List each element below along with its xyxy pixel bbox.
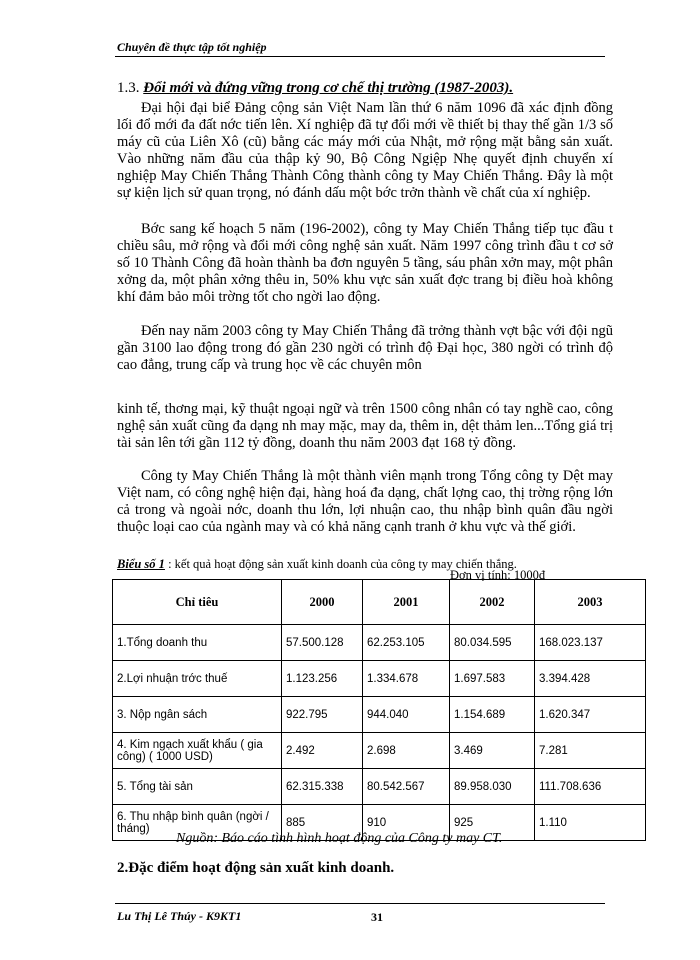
- table-row: [113, 769, 646, 805]
- table-cell: 3.394.428: [535, 661, 646, 697]
- table-row: [113, 661, 646, 697]
- paragraph-5: Công ty May Chiến Thắng là một thành viên mạnh trong Tổng công ty Dệt may Việt nam, có công nghệ hiện đại, hàng hoá đa dạng, chất lợng cao, thị trờng rộng lớn cả trong và ngoài nớc, doanh thu lớn, lợi nhuận cao, thu nhập bình quân đầu ngời thuộc loại cao của ngành may và có khả năng cạnh tranh ở khu vực và thế giới.: [117, 468, 613, 535]
- table-cell: 1.110: [535, 805, 646, 841]
- header-cell: Chỉ tiêu: [113, 580, 282, 625]
- table-cell: 80.542.567: [363, 769, 450, 805]
- footer-divider: [115, 903, 605, 904]
- table-cell: 1.620.347: [535, 697, 646, 733]
- table-cell: 925: [450, 805, 535, 841]
- section-title: Đổi mới và đứng vững trong cơ chế thị trường (1987-2003).: [143, 80, 514, 96]
- table-cell: 1.Tổng doanh thu: [113, 625, 282, 661]
- table-cell: 3. Nộp ngân sách: [113, 697, 282, 733]
- header-divider: [115, 56, 605, 57]
- table-cell: 89.958.030: [450, 769, 535, 805]
- table-cell: 1.123.256: [282, 661, 363, 697]
- table-cell: 885: [282, 805, 363, 841]
- table-cell: 3.469: [450, 733, 535, 769]
- table-cell: 4. Kim ngạch xuất khẩu ( gia công) ( 1000 USD): [113, 733, 282, 769]
- table-source: Nguồn: Báo cáo tình hình hoạt động của Công ty may CT.: [176, 831, 503, 846]
- section-number: 1.3.: [117, 80, 140, 96]
- table-row: [113, 625, 646, 661]
- table-cell: 7.281: [535, 733, 646, 769]
- caption-text: : kết quả hoạt động sản xuất kinh doanh của công ty may chiến thắng.: [168, 557, 517, 571]
- table-cell: 1.154.689: [450, 697, 535, 733]
- table-cell: 1.697.583: [450, 661, 535, 697]
- table-cell: 62.315.338: [282, 769, 363, 805]
- header-cell: 2003: [535, 580, 646, 625]
- table-cell: 111.708.636: [535, 769, 646, 805]
- table-cell: 6. Thu nhập bình quân (ngời / tháng): [113, 805, 282, 841]
- unit-note: Đơn vị tính: 1000đ: [450, 568, 546, 582]
- table-cell: 62.253.105: [363, 625, 450, 661]
- header-cell: 2001: [363, 580, 450, 625]
- table-cell: 944.040: [363, 697, 450, 733]
- table-cell: 2.Lợi nhuận trớc thuế: [113, 661, 282, 697]
- paragraph-1: Đại hội đại biể Đảng cộng sản Việt Nam lần thứ 6 năm 1096 đã xác định đồng lối đổ mới đa đất nớc tiến lên. Xí nghiệp đã tự đổi mới về thiết bị thay thế gần 1/3 số máy cũ của Liên Xô (cũ) bằng các máy mới của Nhật, mở rộng mặt bằng sản xuất. Vào những năm đầu của thập kỷ 90, Bộ Công Ngiệp Nhẹ quyết định chuyển xí nghiệp May Chiến Thắng Thành Công thành công ty May Chiến Thắng. Đây là một sự kiện lịch sử quan trọng, nó đánh dấu một bớc trởn thành về chất của xí nghiệp.: [117, 100, 613, 201]
- header-cell: 2002: [450, 580, 535, 625]
- section-heading: [117, 80, 513, 97]
- table-header-row: [113, 580, 646, 625]
- table-cell: 2.492: [282, 733, 363, 769]
- table-cell: 80.034.595: [450, 625, 535, 661]
- results-table: [112, 579, 646, 841]
- footer-author: Lu Thị Lê Thúy - K9KT1: [117, 909, 242, 923]
- table-cell: 910: [363, 805, 450, 841]
- table-cell: 2.698: [363, 733, 450, 769]
- table-cell: 1.334.678: [363, 661, 450, 697]
- table-row: [113, 733, 646, 769]
- caption-label: Biểu số 1: [117, 557, 165, 571]
- running-header: Chuyên đề thực tập tốt nghiệp: [117, 40, 267, 54]
- table-cell: 57.500.128: [282, 625, 363, 661]
- header-cell: 2000: [282, 580, 363, 625]
- table-cell: 5. Tổng tài sản: [113, 769, 282, 805]
- section-2-heading: 2.Đặc điểm hoạt động sản xuất kinh doanh.: [117, 860, 395, 876]
- table-cell: 168.023.137: [535, 625, 646, 661]
- table-cell: 922.795: [282, 697, 363, 733]
- table-row: [113, 697, 646, 733]
- page-number: 31: [371, 910, 383, 924]
- paragraph-4: kinh tế, thơng mại, kỹ thuật ngoại ngữ và trên 1500 công nhân có tay nghề cao, công nghệ sản xuất cũng đa dạng nh may mặc, may da, thêm in, dệt thảm len...Tổng giá trị tài sản lên tới gần 112 tỷ đồng, doanh thu năm 2003 đạt 168 tỷ đồng.: [117, 401, 613, 451]
- paragraph-3: Đến nay năm 2003 công ty May Chiến Thắng đã trởng thành vợt bậc với đội ngũ gần 3100 lao động trong đó gần 230 ngời có trình độ Đại học, 380 ngời có trình độ cao đẳng, trung cấp và trung học về các chuyên môn: [117, 323, 613, 373]
- paragraph-2: Bớc sang kế hoạch 5 năm (196-2002), công ty May Chiến Thắng tiếp tục đầu t chiều sâu, mở rộng và đổi mới công nghệ sản xuất. Năm 1997 công trình đầu t cơ sở số 10 Thành Công đã hoàn thành ba đơn nguyên 5 tầng, sáu phân xởn may, một phân xởng da, một phân xởng thêu in, 50% khu vực sản xuất đợc trang bị điều hoà không khí đảm bảo môi trờng tốt cho ngời lao động.: [117, 221, 613, 305]
